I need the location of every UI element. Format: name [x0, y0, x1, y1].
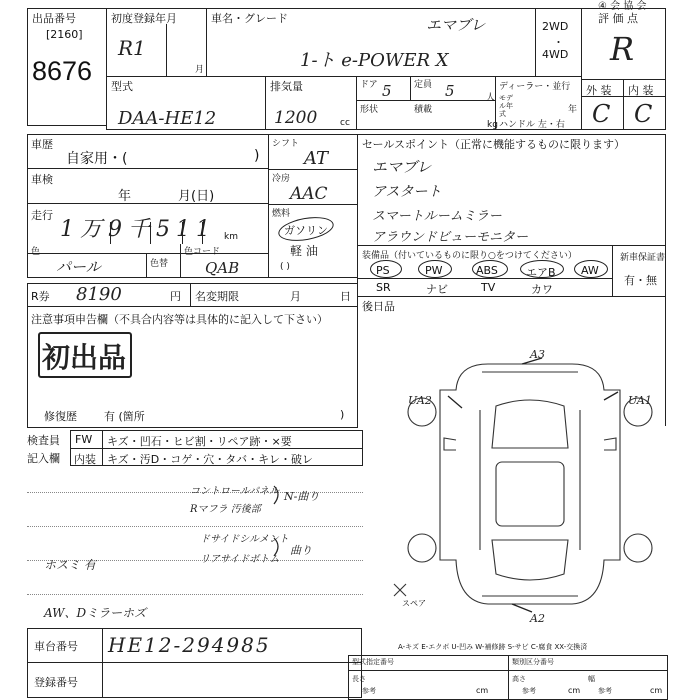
note-3: ドサイドシルメント [200, 534, 289, 545]
cat-label: 類別区分番号 [512, 658, 554, 666]
model-year-label: モデル年式 [499, 94, 513, 118]
month-unit: 月 [195, 65, 205, 75]
inspector-label-bottom: 記入欄 [27, 452, 60, 465]
inspector-int-items: キズ・汚D・コゲ・穴・タバ・キレ・破レ [107, 453, 314, 466]
note-2: Rマフラ 汚後部 [190, 504, 261, 515]
sales-point-2: アスタート [372, 184, 442, 200]
equip-tv: TV [481, 281, 496, 294]
equip-pw-circle [418, 260, 452, 278]
equip-airb: エアB [526, 266, 556, 279]
cc-unit: cc [340, 118, 350, 128]
repair-value: 有 (箇所 [104, 410, 145, 423]
equip-aw: AW [581, 264, 599, 277]
mileage-value: 1万9千511 [60, 217, 216, 242]
name-label: 車名・グレード [211, 12, 288, 25]
equipment-label: 装備品（付いているものに限り○をつけてください） [362, 251, 577, 261]
shift-value: AT [304, 148, 329, 169]
dealer-label: ディーラー・並行 [499, 82, 571, 92]
displacement-label: 排気量 [270, 80, 303, 93]
color-code-label: 色コード [184, 247, 221, 257]
color-value: パール [56, 258, 101, 276]
equip-airb-circle [520, 260, 564, 278]
equip-leather: カワ [531, 283, 553, 296]
warranty-label: 新車保証書 [620, 253, 666, 263]
exterior-label: 外 装 [586, 84, 612, 97]
notes-header: 注意事項申告欄（不具合内容等は具体的に記入して下さい） [31, 313, 328, 326]
diagram-mark-ua2: UA2 [408, 394, 432, 407]
type-label: 型式指定番号 [352, 658, 394, 666]
note-8: AW、Dミラーホズ [44, 606, 147, 620]
history-close: ) [254, 148, 260, 164]
diagram-mark-a3: A3 [530, 348, 545, 361]
note-4: リアサイドボトム [200, 554, 280, 565]
fuel-label: 燃料 [272, 209, 291, 219]
yen-unit: 円 [170, 290, 181, 303]
equip-ps-circle [370, 260, 402, 278]
equip-navi: ナビ [426, 283, 448, 296]
shift-label: シフト [272, 139, 300, 149]
length-cm: cm [476, 686, 489, 695]
equip-abs-circle [472, 260, 508, 278]
recycle-value: 8190 [76, 284, 122, 305]
inspection-month: 月(日) [178, 189, 215, 204]
interior-label: 内 装 [628, 84, 654, 97]
note-6: 曲り [290, 544, 312, 557]
inspection-year: 年 [118, 189, 132, 204]
height-cm: cm [568, 686, 581, 695]
drive-2wd: 2WD [542, 20, 569, 33]
history-label: 車歴 [31, 138, 53, 151]
doors-label: ドア [360, 80, 378, 90]
fuel-gas: ガソリン [284, 224, 328, 237]
equip-aw-circle [574, 260, 608, 278]
chassis-value: HE12-294985 [108, 633, 271, 657]
ac-label: 冷房 [272, 174, 291, 184]
repair-label: 修復歴 [44, 410, 77, 423]
mileage-label: 走行 [31, 209, 53, 222]
displacement-value: 1200 [274, 108, 318, 128]
equip-pw: PW [425, 264, 443, 277]
eval-score: R [610, 30, 635, 68]
exterior-score: C [592, 100, 611, 128]
lot-number: 8676 [32, 56, 93, 86]
name-value: エマブレ [426, 16, 486, 34]
drive-4wd: 4WD [542, 48, 569, 61]
first-reg-label: 初度登録年月 [111, 12, 177, 25]
grade-value: 1-ト e-POWER X [300, 50, 449, 71]
doors-value: 5 [382, 82, 392, 100]
lot-label: 出品番号 [32, 12, 76, 25]
first-listing-stamp: 初出品 [42, 341, 127, 374]
drive-dot: ・ [553, 36, 564, 49]
person-unit: 人 [486, 93, 496, 103]
spare-label: スペア [402, 599, 426, 608]
diagram-mark-a2: A2 [530, 612, 545, 625]
load-label: 積載 [414, 105, 433, 115]
model-label: 型式 [111, 80, 133, 93]
length-label: 長さ [352, 675, 366, 683]
capacity-label: 定員 [414, 80, 433, 90]
lot-sub: [2160] [46, 28, 83, 41]
repair-close: ) [340, 408, 345, 421]
chassis-label: 車台番号 [34, 640, 78, 653]
note-5: N-曲り [284, 490, 320, 503]
name-change-month: 月 [290, 290, 301, 303]
equip-abs: ABS [476, 264, 498, 277]
brace-marks [270, 480, 310, 570]
width-ref: 参考 [598, 687, 612, 695]
fuel-light: 軽 油 [290, 244, 318, 258]
width-label: 幅 [588, 675, 595, 683]
inspection-label: 車検 [31, 173, 53, 186]
color-change-label: 色替 [150, 259, 169, 269]
note-7: ホスミ 有 [44, 558, 96, 572]
width-cm: cm [650, 686, 663, 695]
year-unit: 年 [568, 105, 578, 115]
handle-label: ハンドル 左・右 [499, 120, 565, 130]
eval-label: 評 価 点 [598, 12, 638, 25]
car-damage-diagram [392, 350, 668, 620]
inspector-int: 内装 [74, 453, 96, 466]
reg-label: 登録番号 [34, 676, 78, 689]
first-reg-value: R1 [118, 36, 146, 60]
length-ref: 参考 [362, 687, 376, 695]
note-1: コントロールパネル [190, 486, 280, 497]
name-change-label: 名変期限 [195, 290, 239, 303]
diagram-mark-ua1: UA1 [628, 394, 652, 407]
km-unit: km [224, 232, 238, 242]
interior-score: C [634, 100, 653, 128]
recycle-label: R券 [31, 290, 50, 303]
later-docs-label: 後日品 [362, 300, 395, 313]
sales-point-3: スマートルームミラー [372, 209, 502, 224]
capacity-value: 5 [445, 82, 455, 100]
diagram-legend: A-キズ E-エクボ U-凹み W-補修跡 S-サビ C-腐食 XX-交換済 [398, 643, 588, 651]
height-ref: 参考 [522, 687, 536, 695]
fuel-paren: ( ) [280, 262, 290, 272]
model-value: DAA-HE12 [118, 108, 217, 129]
kg-unit: kg [487, 120, 498, 130]
color-code-value: QAB [205, 259, 240, 277]
name-change-day: 日 [340, 290, 351, 303]
history-value: 自家用・( [66, 151, 128, 167]
ac-value: AAC [290, 184, 328, 204]
equip-sr: SR [376, 281, 391, 294]
inspector-fw-items: キズ・凹石・ヒビ割・リペア跡・×要 [107, 435, 292, 448]
top-stamp: ④ 会 協 会 [598, 1, 647, 12]
shape-label: 形状 [360, 105, 379, 115]
sales-points-label: セールスポイント（正常に機能するものに限ります） [362, 138, 626, 151]
sales-point-1: エマブレ [372, 158, 432, 176]
sales-point-4: アラウンドビューモニター [372, 230, 529, 245]
color-label: 色 [31, 247, 41, 257]
height-label: 高さ [512, 675, 526, 683]
equip-ps: PS [376, 264, 390, 277]
inspector-fw: FW [75, 433, 93, 446]
warranty-value: 有・無 [624, 274, 657, 287]
inspector-label-top: 検査員 [27, 434, 60, 447]
